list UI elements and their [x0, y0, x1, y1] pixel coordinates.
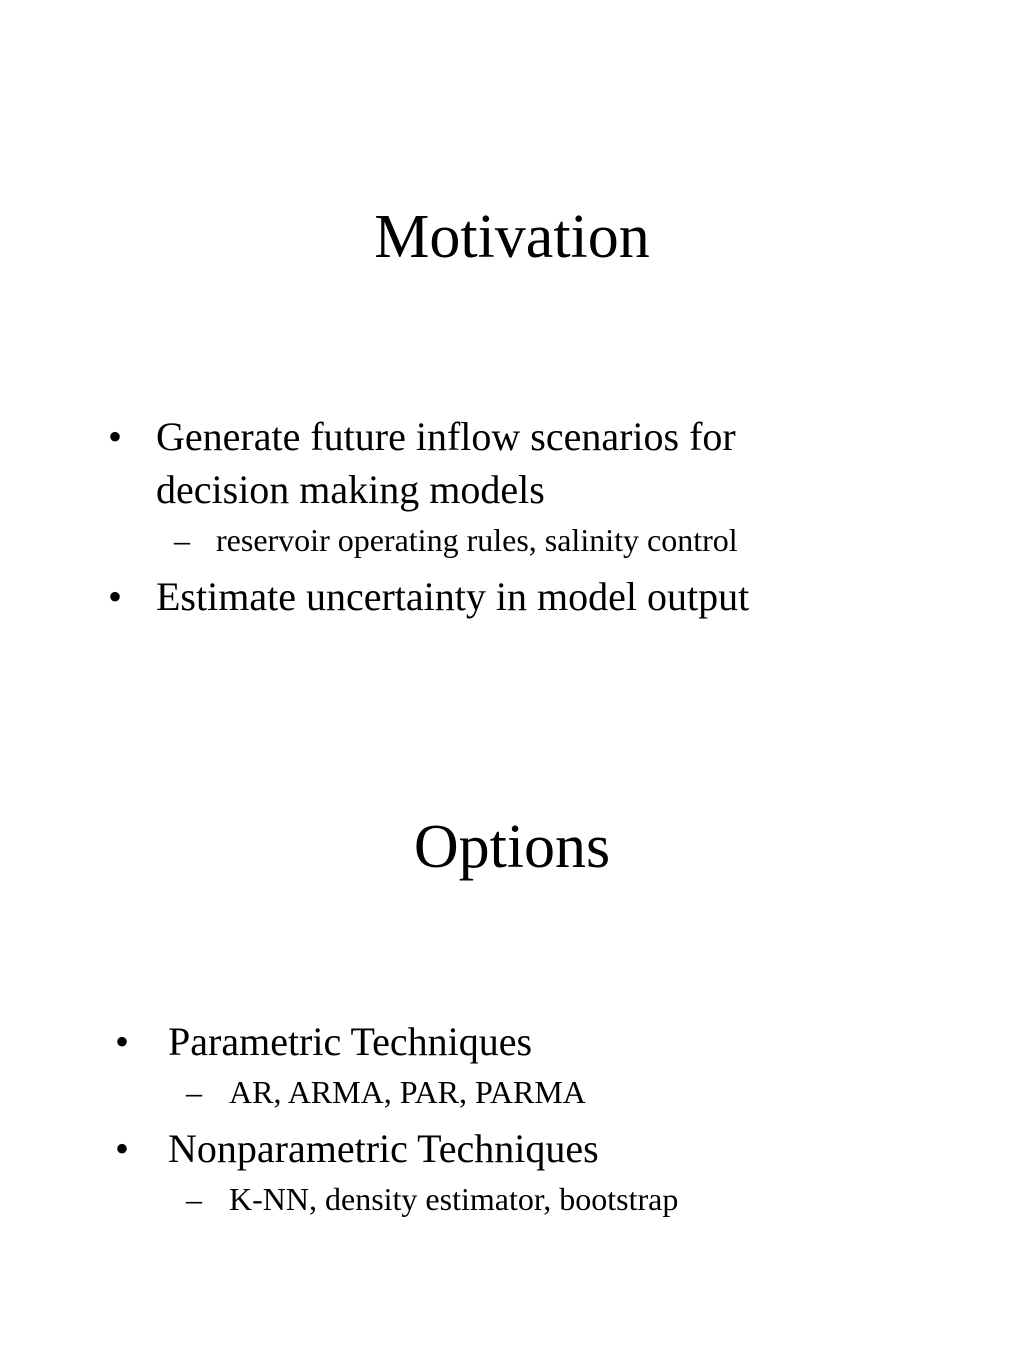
bullet-item [108, 570, 868, 623]
sub-bullet-item [156, 520, 868, 560]
sub-bullet-item [168, 1179, 875, 1219]
sub-bullet-text: K-NN, density estimator, bootstrap [229, 1181, 679, 1217]
bullet-icon: • [108, 414, 123, 459]
dash-icon: – [186, 1074, 202, 1110]
dash-icon: – [186, 1181, 202, 1217]
sub-bullet-list [168, 1072, 875, 1112]
bullet-icon: • [115, 1126, 130, 1171]
bullet-text: Estimate uncertainty in model output [156, 574, 750, 619]
slide-title: Motivation [374, 203, 650, 271]
bullet-text: Generate future inflow scenarios for decision making models [156, 414, 736, 512]
bullet-item [115, 1015, 875, 1112]
sub-bullet-text: AR, ARMA, PAR, PARMA [229, 1074, 586, 1110]
bullet-text: Nonparametric Techniques [168, 1126, 599, 1171]
bullet-list [115, 1015, 875, 1229]
bullet-icon: • [108, 574, 123, 619]
sub-bullet-item [168, 1072, 875, 1112]
slide-options [0, 682, 1024, 1365]
bullet-item [115, 1122, 875, 1219]
slide-motivation [0, 0, 1024, 682]
sub-bullet-text: reservoir operating rules, salinity control [216, 522, 738, 558]
bullet-text: Parametric Techniques [168, 1019, 533, 1064]
dash-icon: – [174, 522, 190, 558]
slide-title: Options [413, 813, 611, 881]
bullet-list [108, 410, 868, 623]
bullet-item [108, 410, 868, 560]
sub-bullet-list [168, 1179, 875, 1219]
bullet-icon: • [115, 1019, 130, 1064]
sub-bullet-list [156, 520, 868, 560]
